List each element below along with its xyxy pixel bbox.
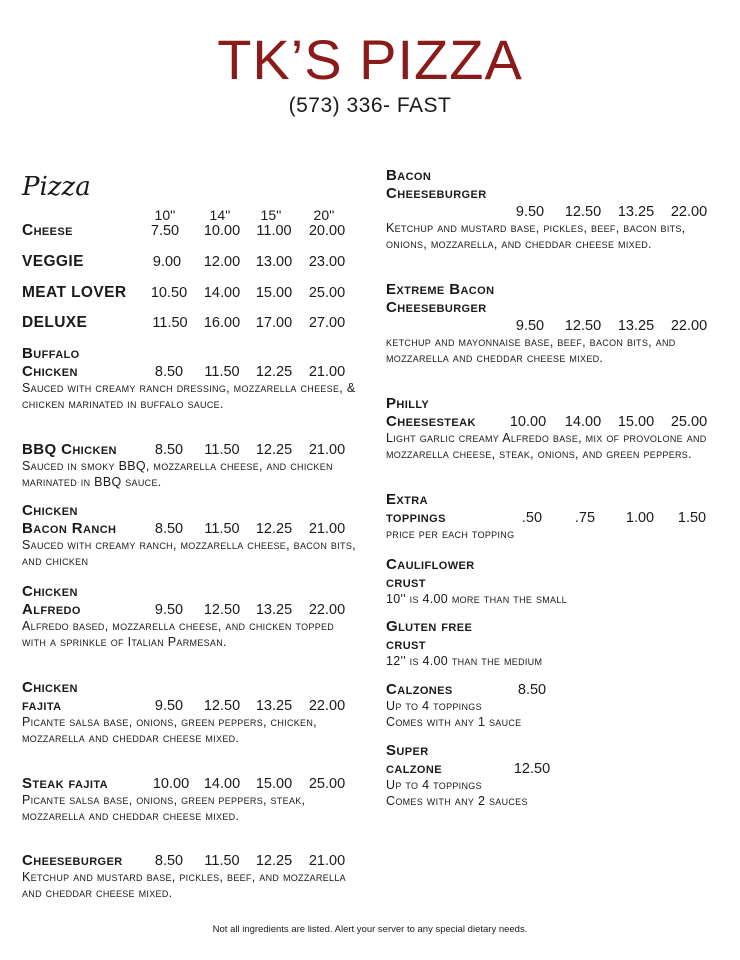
price-15: 12.25 [255,853,293,869]
price-20: 22.00 [308,698,346,714]
price-10: 9.50 [515,318,545,334]
menu-item-veggie [22,253,362,271]
price-15: 15.00 [255,285,293,301]
item-description-line2: Comes with any 2 sauces [386,793,528,808]
menu-item-cheeseburger [22,852,362,901]
price-14: 10.00 [203,223,241,239]
price-20: 21.00 [308,442,346,458]
price-20: 23.00 [308,254,346,270]
item-name-line2: Bacon Ranch [22,520,117,537]
menu-item-bbq-chicken [22,441,362,490]
price-10: 8.50 [154,521,184,537]
item-name-line1: Chicken [22,583,78,600]
item-name-line1: Cauliflower [386,556,475,573]
price-15: 13.00 [255,254,293,270]
price-10: 10.00 [509,414,547,430]
price-20: 21.00 [308,521,346,537]
item-description: ketchup and mayonnaise base, beef, bacon bits, and mozzarella and cheddar cheese mixed. [386,335,676,365]
price-10: 10.00 [152,776,190,792]
price-20: 25.00 [308,285,346,301]
price-14: 12.50 [564,204,602,220]
item-description: Sauced with creamy ranch, mozzarella cheese, bacon bits, and chicken [22,538,356,568]
menu-item-extra-toppings [386,491,726,543]
item-name-line1: Philly [386,395,430,412]
item-name: VEGGIE [22,253,84,270]
price-14: 16.00 [203,315,241,331]
item-name: DELUXE [22,314,88,331]
price-10: .50 [521,510,543,526]
price-10: 9.00 [152,254,182,270]
price-14: 11.50 [204,442,240,458]
item-description-line1: Up to 4 toppings [386,699,482,713]
price-14: 14.00 [203,776,241,792]
price-10: 9.50 [515,204,545,220]
item-name-line2: crust [386,636,426,653]
section-title-pizza: Pizza [22,172,91,202]
item-description: Alfredo based, mozzarella cheese, and chicken topped with a sprinkle of Italian Parmesan. [22,619,335,649]
price-15: 12.25 [255,442,293,458]
item-description: Light garlic creamy Alfredo base, mix of provolone and mozzarella cheese, steak, onions, and green peppers. [386,431,707,461]
item-name-line2: Cheeseburger [386,299,487,316]
menu-item-super-calzone [386,742,726,809]
price-20: 25.00 [670,414,708,430]
item-name-line2: Cheesesteak [386,413,476,430]
menu-item-cauliflower-crust [386,556,726,608]
item-name: Steak fajita [22,775,108,792]
item-name-line1: Chicken [22,502,78,519]
item-name-line2: Cheeseburger [386,185,487,202]
price-15: 15.00 [255,776,293,792]
item-name-line1: Gluten free [386,618,473,635]
item-name: Calzones [386,681,453,698]
price-15: 1.00 [625,510,655,526]
price-15: 12.25 [255,364,293,380]
price: 12.50 [513,761,551,777]
size-15: 15'' [260,207,282,223]
price-15: 15.00 [617,414,655,430]
price-14: 12.50 [203,698,241,714]
price-20: 22.00 [670,318,708,334]
item-name-line2: toppings [386,509,446,526]
item-name-line1: Extreme Bacon [386,281,495,298]
price-14: 14.00 [203,285,241,301]
price-14: 12.50 [203,602,241,618]
item-name-line2: calzone [386,760,442,777]
price-10: 8.50 [154,442,184,458]
menu-item-deluxe [22,314,362,332]
menu-item-chicken-alfredo [22,583,362,650]
price-15: 13.25 [617,204,655,220]
price-10: 7.50 [150,223,180,239]
price-10: 11.50 [152,315,188,331]
price-15: 13.25 [255,698,293,714]
item-description: Sauced with creamy ranch dressing, mozzarella cheese, & chicken marinated in buffalo sauce. [22,381,356,411]
price-10: 8.50 [154,853,184,869]
item-name-line1: Bacon [386,167,432,184]
price-20: 22.00 [308,602,346,618]
restaurant-title: TK’S PIZZA [217,28,523,91]
price-10: 9.50 [154,698,184,714]
item-name-line1: Super [386,742,429,759]
price-20: 25.00 [308,776,346,792]
item-name-line2: crust [386,574,426,591]
item-description: price per each topping [386,527,515,541]
item-description: 12'' is 4.00 than the medium [386,654,543,668]
item-description: Sauced in smoky BBQ, mozzarella cheese, and chicken marinated in BBQ sauce. [22,459,333,489]
price-14: .75 [574,510,596,526]
price-20: 22.00 [670,204,708,220]
item-description: Ketchup and mustard base, pickles, beef, and mozzarella and cheddar cheese mixed. [22,870,346,900]
item-name: Cheeseburger [22,852,123,869]
menu-item-steak-fajita [22,775,362,824]
item-name-line1: Extra [386,491,428,508]
item-description: Picante salsa base, onions, green peppers, chicken, mozzarella and cheddar cheese mixed. [22,715,317,745]
price-10: 8.50 [154,364,184,380]
price-20: 21.00 [308,853,346,869]
size-14: 14'' [209,207,231,223]
dietary-footnote: Not all ingredients are listed. Alert your server to any special dietary needs. [212,924,528,935]
price-15: 17.00 [255,315,293,331]
price-14: 14.00 [564,414,602,430]
price-20: 1.50 [677,510,707,526]
price-20: 27.00 [308,315,346,331]
price-15: 13.25 [617,318,655,334]
price-14: 12.50 [564,318,602,334]
price-15: 11.00 [256,223,292,239]
menu-item-chicken-bacon-ranch [22,502,362,569]
item-description-line1: Up to 4 toppings [386,778,482,792]
menu-item-philly-cheesesteak [386,395,726,462]
item-name: MEAT LOVER [22,284,127,301]
menu-item-cheese [22,222,362,240]
size-20: 20'' [313,207,335,223]
item-description-line2: Comes with any 1 sauce [386,714,522,729]
menu-item-buffalo-chicken [22,345,362,412]
item-description: Picante salsa base, onions, green peppers, steak, mozzarella and cheddar cheese mixed. [22,793,306,823]
price: 8.50 [517,682,547,698]
menu-item-chicken-fajita [22,679,362,746]
item-name-line2: fajita [22,697,62,714]
price-14: 11.50 [204,364,240,380]
item-name-line1: Buffalo [22,345,80,362]
item-name-line2: Alfredo [22,601,81,618]
item-description: 10'' is 4.00 more than the small [386,592,567,606]
item-name-line2: Chicken [22,363,78,380]
price-10: 9.50 [154,602,184,618]
item-name: BBQ Chicken [22,441,117,458]
price-14: 11.50 [204,853,240,869]
price-15: 13.25 [255,602,293,618]
menu-item-extreme-bacon-cheeseburger [386,281,726,366]
phone-number: (573) 336- FAST [288,94,452,117]
menu-item-gluten-free-crust [386,618,726,670]
price-20: 20.00 [308,223,346,239]
menu-item-bacon-cheeseburger [386,167,726,252]
price-14: 11.50 [204,521,240,537]
price-10: 10.50 [150,285,188,301]
size-10: 10'' [154,207,176,223]
menu-item-meat-lover [22,284,362,302]
item-name-line1: Chicken [22,679,78,696]
menu-item-calzones [386,681,726,730]
price-14: 12.00 [203,254,241,270]
price-20: 21.00 [308,364,346,380]
item-name: Cheese [22,222,73,239]
item-description: Ketchup and mustard base, pickles, beef, bacon bits, onions, mozzarella, and cheddar cheese mixed. [386,221,686,251]
price-15: 12.25 [255,521,293,537]
